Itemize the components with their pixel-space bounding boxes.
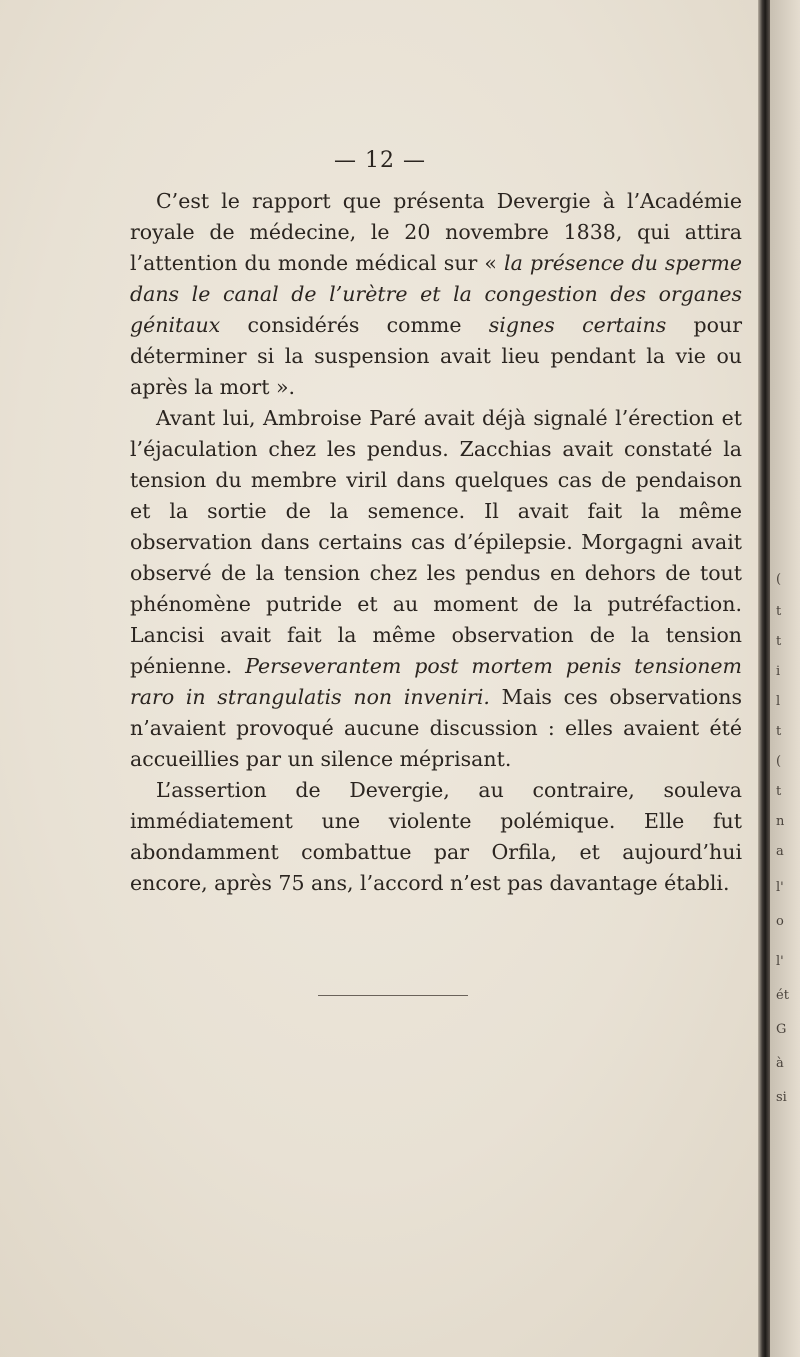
fragment: i [776, 664, 781, 679]
fragment: a [776, 844, 784, 859]
page-number-header: — 12 — [334, 148, 426, 173]
fragment: t [776, 634, 782, 649]
fragment: t [776, 604, 782, 619]
fragment: à [776, 1056, 784, 1071]
fragment: ( [776, 754, 782, 769]
text-segment: Mais ces observations n’avaient provoqué aucune discussion : elles avaient été accueillies par un silence méprisant. [130, 685, 742, 771]
text-segment: L’assertion de Devergie, au contraire, souleva immédiatement une violente polémique. Elle fut abondamment combattue par Orfila, et aujourd’hui encore, après 75 ans, l’accord n’est pas davantage établi. [130, 778, 742, 895]
next-page-edge [770, 0, 800, 1357]
fragment: G [776, 1022, 787, 1037]
fragment: ( [776, 572, 782, 587]
fragment: t [776, 724, 782, 739]
fragment: n [776, 814, 785, 829]
italic-segment: Perseverantem post mortem penis tensionem raro in strangulatis non inveniri. [130, 654, 742, 709]
text-segment: C’est le rapport que présenta Devergie à l’Académie royale de médecine, le 20 novembre 1838, qui attira l’attention du monde médical sur « [130, 189, 742, 275]
text-segment: Avant lui, Ambroise Paré avait déjà signalé l’érection et l’éjaculation chez les pendus. Zacchias avait constaté la tension du membre viril dans quelques cas de pendaison et la sortie de la semence. Il avait fait la même observation dans certains cas d’épilepsie. Morgagni avait observé de la tension chez les pendus en dehors de tout phénomène putride et au moment de la putréfaction. Lancisi avait fait la même observation de la tension pénienne. [130, 406, 742, 678]
end-rule [318, 995, 468, 996]
book-binding [758, 0, 770, 1357]
italic-segment: signes certains [488, 313, 667, 337]
fragment: l [776, 694, 781, 709]
fragment: si [776, 1090, 787, 1105]
text-segment: pour déterminer si la suspension avait lieu pendant la vie ou après la mort ». [130, 313, 742, 399]
fragment: t [776, 784, 782, 799]
paragraph [130, 775, 742, 899]
fragment: l' [776, 954, 784, 969]
text-segment: considérés comme [220, 313, 489, 337]
fragment: l' [776, 880, 784, 895]
fragment: o [776, 914, 784, 929]
italic-segment: la présence du sperme dans le canal de l’urètre et la congestion des organes génitaux [130, 251, 742, 337]
paragraph [130, 186, 742, 403]
paragraph [130, 403, 742, 775]
fragment: ét [776, 988, 789, 1003]
body-text [130, 186, 742, 899]
